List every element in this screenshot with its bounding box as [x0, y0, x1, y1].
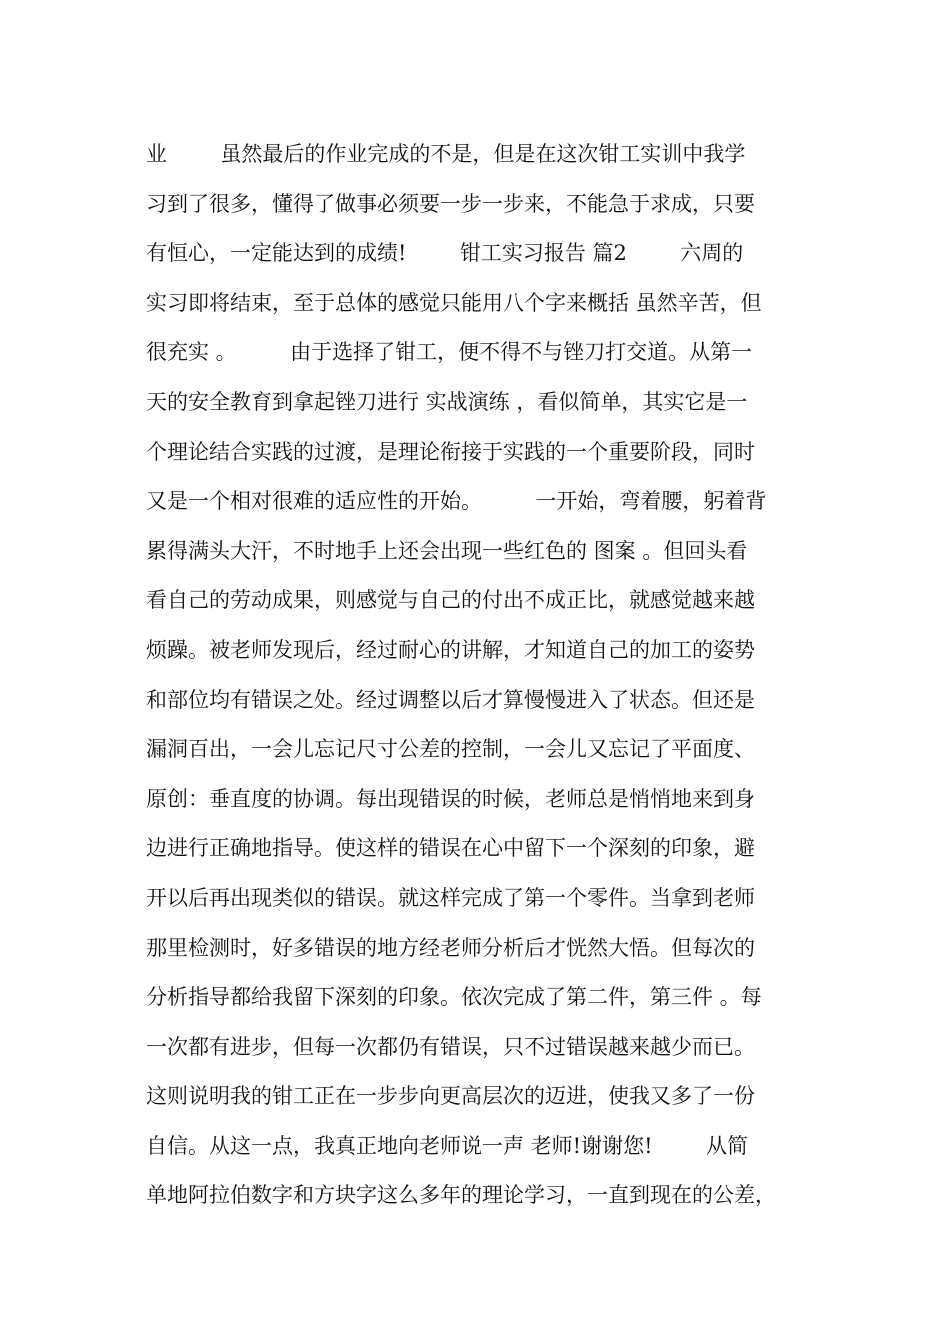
text-line: 有恒心，一定能达到的成绩! 钳工实习报告 篇2 六周的 — [146, 241, 744, 266]
text-line: 累得满头大汗，不时地手上还会出现一些红色的 图案 。但回头看 — [146, 538, 748, 563]
text-line: 业 虽然最后的作业完成的不是，但是在这次钳工实训中我学 — [146, 142, 746, 166]
text-line: 开以后再出现类似的错误。就这样完成了第一个零件。当拿到老师 — [146, 885, 755, 910]
text-line: 一次都有进步，但每一次都仍有错误，只不过错误越来越少而已。 — [146, 1034, 755, 1059]
text-line: 分析指导都给我留下深刻的印象。依次完成了第二件，第三件 。每 — [146, 985, 762, 1010]
text-line: 个理论结合实践的过渡，是理论衔接于实践的一个重要阶段，同时 — [146, 439, 755, 464]
text-line: 实习即将结束，至于总体的感觉只能用八个字来概括 虽然辛苦，但 — [146, 290, 762, 315]
text-line: 漏洞百出，一会儿忘记尺寸公差的控制，一会儿又忘记了平面度、 — [146, 737, 755, 762]
text-line: 又是一个相对很难的适应性的开始。 一开始，弯着腰，躬着背 — [146, 489, 767, 514]
text-line: 自信。从这一点，我真正地向老师说一声 老师!谢谢您! 从简 — [146, 1133, 748, 1158]
text-line: 这则说明我的钳工正在一步步向更高层次的迈进，使我又多了一份 — [146, 1084, 755, 1109]
text-line: 很充实 。 由于选择了钳工，便不得不与锉刀打交道。从第一 — [146, 340, 753, 365]
body-text — [146, 130, 826, 1221]
text-line: 边进行正确地指导。使这样的错误在心中留下一个深刻的印象，避 — [146, 836, 755, 861]
text-line: 原创：垂直度的协调。每出现错误的时候，老师总是悄悄地来到身 — [146, 786, 755, 811]
text-line: 习到了很多，懂得了做事必须要一步一步来，不能急于求成，只要 — [146, 191, 755, 216]
text-line: 那里检测时，好多错误的地方经老师分析后才恍然大悟。但每次的 — [146, 935, 755, 960]
text-line: 和部位均有错误之处。经过调整以后才算慢慢进入了状态。但还是 — [146, 687, 755, 712]
text-line: 单地阿拉伯数字和方块字这么多年的理论学习，一直到现在的公差， — [146, 1183, 776, 1208]
text-line: 烦躁。被老师发现后，经过耐心的讲解，才知道自己的加工的姿势 — [146, 637, 755, 662]
text-line: 天的安全教育到拿起锉刀进行 实战演练 ，看似简单，其实它是一 — [146, 389, 748, 414]
text-line: 看自己的劳动成果，则感觉与自己的付出不成正比，就感觉越来越 — [146, 588, 755, 613]
